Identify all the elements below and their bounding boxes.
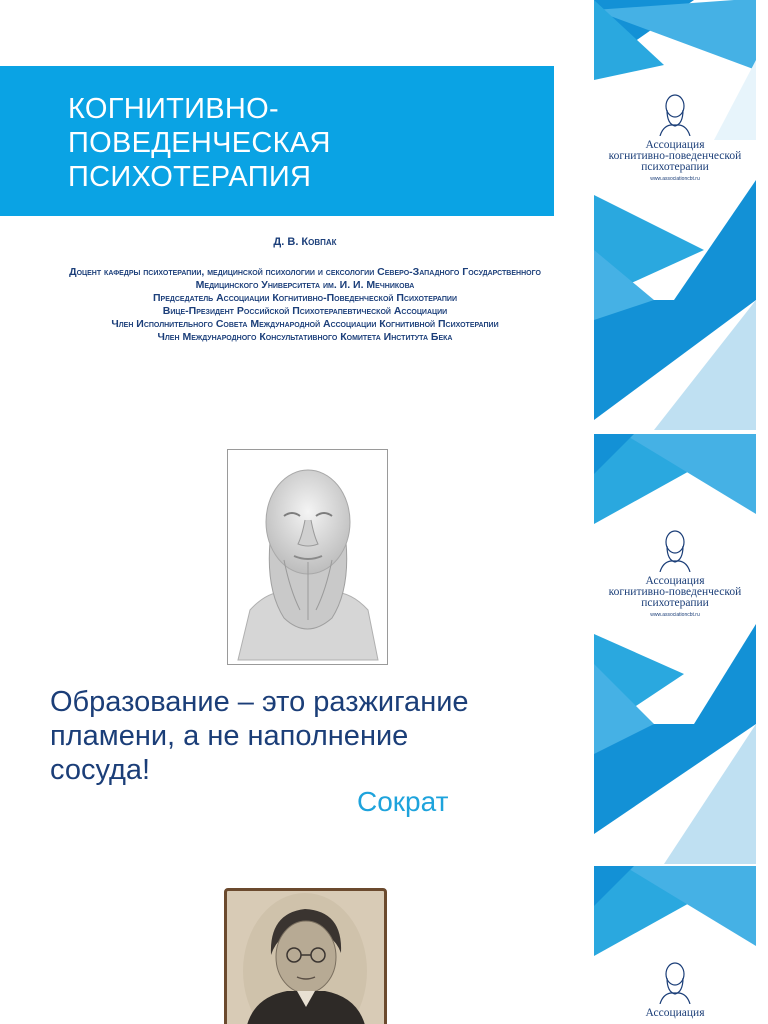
bust-icon <box>657 92 693 136</box>
quote-author: Сократ <box>357 786 449 817</box>
sidebar-decor <box>594 0 756 1024</box>
title-line: ПСИХОТЕРАПИЯ <box>68 161 312 193</box>
title-line: ПОВЕДЕНЧЕСКАЯ <box>68 127 331 159</box>
author-role: Член Исполнительного Совета Международной Ассоциации Когнитивной Психотерапии <box>111 318 499 330</box>
vintage-portrait-image <box>224 888 387 1024</box>
page-title <box>68 92 331 194</box>
logo-line: Ассоциация <box>645 1007 705 1019</box>
portrait-illustration <box>227 891 384 1024</box>
quote-text <box>50 685 560 787</box>
title-line: КОГНИТИВНО- <box>68 93 279 125</box>
triangle-pattern <box>594 434 756 864</box>
logo-line: Ассоциация <box>645 575 705 587</box>
author-name: Д. В. Ковпак <box>273 236 337 248</box>
bust-illustration <box>228 450 387 664</box>
author-role: Председатель Ассоциации Когнитивно-Поведенческой Психотерапии <box>153 292 457 304</box>
logo-panel <box>594 0 756 430</box>
logo-line: Ассоциация <box>645 139 705 151</box>
author-role: Член Международного Консультативного Комитета Института Бека <box>157 331 453 343</box>
association-logo <box>594 960 756 1019</box>
bust-icon <box>657 960 693 1004</box>
socrates-bust-image <box>227 449 388 665</box>
author-role: Вице-Президент Российской Психотерапевтической Ассоциации <box>162 305 448 317</box>
triangle-pattern <box>594 0 756 430</box>
logo-url: www.associationcbt.ru <box>650 612 700 618</box>
association-logo <box>594 528 756 618</box>
quote-line: пламени, а не наполнение <box>50 720 409 752</box>
bust-icon <box>657 528 693 572</box>
author-role: Доцент кафедры психотерапии, медицинской психологии и сексологии Северо-Западного Государственного Медицинского Университета им. И. И. Мечникова <box>69 266 541 291</box>
logo-line: психотерапии <box>641 597 709 609</box>
logo-panel <box>594 866 756 1024</box>
association-logo <box>594 92 756 182</box>
logo-url: www.associationcbt.ru <box>650 176 700 182</box>
quote-line: сосуда! <box>50 754 151 786</box>
logo-line: психотерапии <box>641 161 709 173</box>
quote-line: Образование – это разжигание <box>50 686 469 718</box>
logo-panel <box>594 434 756 864</box>
author-block <box>60 236 550 344</box>
logo-line: когнитивно-поведенческой <box>608 150 742 162</box>
title-band <box>0 66 554 216</box>
logo-line: когнитивно-поведенческой <box>608 586 742 598</box>
